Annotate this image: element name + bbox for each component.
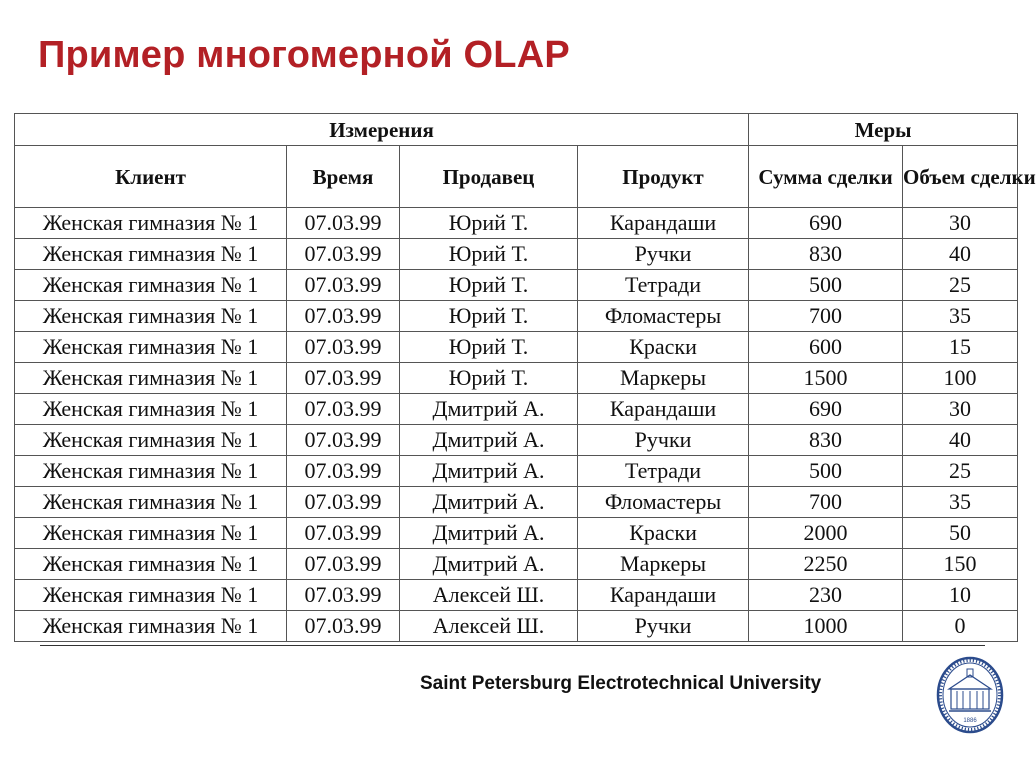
university-name: Saint Petersburg Electrotechnical University <box>420 673 822 694</box>
cell-time: 07.03.99 <box>287 301 400 332</box>
measures-group-header: Меры <box>749 114 1018 146</box>
olap-table <box>14 113 1036 642</box>
cell-deal-sum: 600 <box>749 332 903 363</box>
cell-product: Ручки <box>578 239 749 270</box>
table-row <box>15 425 1018 456</box>
cell-deal-sum: 1500 <box>749 363 903 394</box>
cell-deal-sum: 2000 <box>749 518 903 549</box>
column-header-deal-volume: Объем сделки <box>903 146 1018 208</box>
cell-deal-sum: 500 <box>749 270 903 301</box>
table-row <box>15 208 1018 239</box>
cell-time: 07.03.99 <box>287 580 400 611</box>
cell-product: Карандаши <box>578 580 749 611</box>
cell-deal-volume: 25 <box>903 270 1018 301</box>
column-header-row <box>15 146 1018 208</box>
cell-time: 07.03.99 <box>287 270 400 301</box>
cell-time: 07.03.99 <box>287 208 400 239</box>
cell-deal-sum: 2250 <box>749 549 903 580</box>
slide-title: Пример многомерной OLAP <box>38 34 570 76</box>
cell-seller: Дмитрий А. <box>400 549 578 580</box>
svg-text:1886: 1886 <box>963 718 977 724</box>
cell-time: 07.03.99 <box>287 239 400 270</box>
cell-time: 07.03.99 <box>287 611 400 642</box>
cell-time: 07.03.99 <box>287 487 400 518</box>
cell-deal-sum: 830 <box>749 425 903 456</box>
cell-product: Фломастеры <box>578 487 749 518</box>
cell-deal-sum: 690 <box>749 394 903 425</box>
table-row <box>15 239 1018 270</box>
cell-client: Женская гимназия № 1 <box>15 301 287 332</box>
cell-product: Ручки <box>578 425 749 456</box>
cell-deal-volume: 40 <box>903 239 1018 270</box>
cell-client: Женская гимназия № 1 <box>15 425 287 456</box>
cell-client: Женская гимназия № 1 <box>15 332 287 363</box>
column-header-deal-sum: Сумма сделки <box>749 146 903 208</box>
column-header-seller: Продавец <box>400 146 578 208</box>
cell-product: Маркеры <box>578 363 749 394</box>
cell-client: Женская гимназия № 1 <box>15 518 287 549</box>
cell-seller: Юрий Т. <box>400 239 578 270</box>
cell-deal-volume: 0 <box>903 611 1018 642</box>
cell-deal-volume: 30 <box>903 208 1018 239</box>
cell-seller: Дмитрий А. <box>400 518 578 549</box>
cell-product: Фломастеры <box>578 301 749 332</box>
cell-time: 07.03.99 <box>287 363 400 394</box>
cell-deal-volume: 25 <box>903 456 1018 487</box>
university-seal-icon <box>935 655 1005 735</box>
table-row <box>15 456 1018 487</box>
cell-deal-volume: 15 <box>903 332 1018 363</box>
table-body <box>15 208 1018 642</box>
cell-product: Тетради <box>578 456 749 487</box>
cell-seller: Юрий Т. <box>400 332 578 363</box>
cell-seller: Юрий Т. <box>400 270 578 301</box>
table-row <box>15 301 1018 332</box>
cell-seller: Дмитрий А. <box>400 394 578 425</box>
table-row <box>15 394 1018 425</box>
cell-deal-volume: 50 <box>903 518 1018 549</box>
table-row <box>15 549 1018 580</box>
cell-client: Женская гимназия № 1 <box>15 456 287 487</box>
cell-deal-volume: 100 <box>903 363 1018 394</box>
cell-client: Женская гимназия № 1 <box>15 208 287 239</box>
cell-deal-volume: 10 <box>903 580 1018 611</box>
cell-deal-volume: 40 <box>903 425 1018 456</box>
cell-product: Карандаши <box>578 394 749 425</box>
cell-time: 07.03.99 <box>287 549 400 580</box>
cell-client: Женская гимназия № 1 <box>15 239 287 270</box>
table-row <box>15 580 1018 611</box>
cell-deal-sum: 830 <box>749 239 903 270</box>
cell-deal-sum: 690 <box>749 208 903 239</box>
cell-deal-sum: 1000 <box>749 611 903 642</box>
cell-client: Женская гимназия № 1 <box>15 270 287 301</box>
cell-product: Маркеры <box>578 549 749 580</box>
cell-product: Краски <box>578 332 749 363</box>
cell-seller: Юрий Т. <box>400 208 578 239</box>
dimensions-group-header: Измерения <box>15 114 749 146</box>
cell-client: Женская гимназия № 1 <box>15 394 287 425</box>
cell-time: 07.03.99 <box>287 456 400 487</box>
cell-deal-sum: 700 <box>749 301 903 332</box>
cell-time: 07.03.99 <box>287 425 400 456</box>
cell-seller: Алексей Ш. <box>400 580 578 611</box>
cell-deal-volume: 150 <box>903 549 1018 580</box>
table-row <box>15 363 1018 394</box>
cell-seller: Юрий Т. <box>400 301 578 332</box>
cell-seller: Дмитрий А. <box>400 487 578 518</box>
cell-client: Женская гимназия № 1 <box>15 487 287 518</box>
table-row <box>15 518 1018 549</box>
column-header-product: Продукт <box>578 146 749 208</box>
table-row <box>15 611 1018 642</box>
cell-seller: Дмитрий А. <box>400 456 578 487</box>
cell-client: Женская гимназия № 1 <box>15 611 287 642</box>
cell-client: Женская гимназия № 1 <box>15 549 287 580</box>
cell-seller: Алексей Ш. <box>400 611 578 642</box>
footer-divider <box>40 645 985 646</box>
cell-deal-sum: 230 <box>749 580 903 611</box>
column-header-time: Время <box>287 146 400 208</box>
table-row <box>15 487 1018 518</box>
cell-product: Тетради <box>578 270 749 301</box>
cell-deal-sum: 500 <box>749 456 903 487</box>
cell-time: 07.03.99 <box>287 332 400 363</box>
cell-product: Карандаши <box>578 208 749 239</box>
cell-time: 07.03.99 <box>287 394 400 425</box>
cell-client: Женская гимназия № 1 <box>15 363 287 394</box>
cell-product: Ручки <box>578 611 749 642</box>
table-row <box>15 332 1018 363</box>
cell-time: 07.03.99 <box>287 518 400 549</box>
column-header-client: Клиент <box>15 146 287 208</box>
cell-product: Краски <box>578 518 749 549</box>
cell-deal-volume: 35 <box>903 487 1018 518</box>
cell-seller: Юрий Т. <box>400 363 578 394</box>
cell-client: Женская гимназия № 1 <box>15 580 287 611</box>
cell-deal-volume: 30 <box>903 394 1018 425</box>
cell-deal-sum: 700 <box>749 487 903 518</box>
table-row <box>15 270 1018 301</box>
cell-deal-volume: 35 <box>903 301 1018 332</box>
group-header-row <box>15 114 1018 146</box>
cell-seller: Дмитрий А. <box>400 425 578 456</box>
